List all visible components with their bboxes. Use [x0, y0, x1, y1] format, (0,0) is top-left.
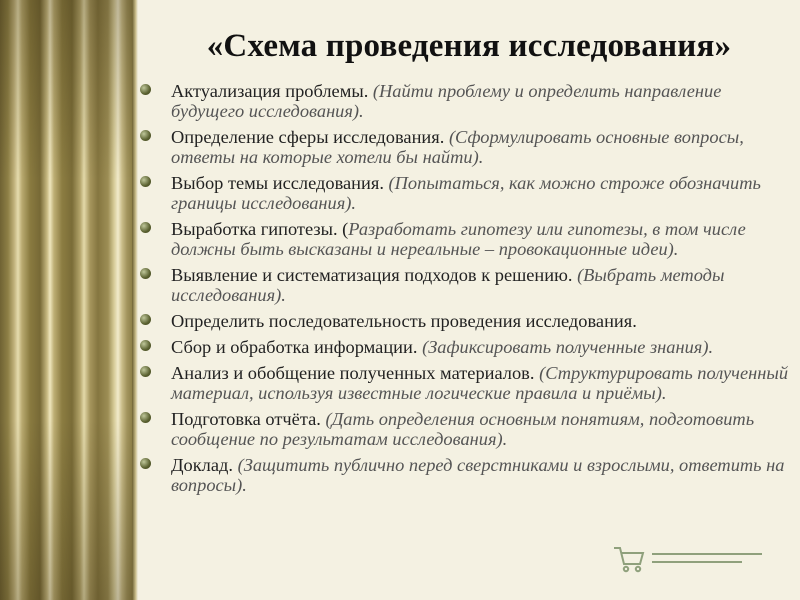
step-text: Определение сферы исследования.	[171, 127, 445, 147]
bullet-icon	[140, 176, 151, 187]
bullet-icon	[140, 268, 151, 279]
bullet-icon	[140, 222, 151, 233]
step-note: (Зафиксировать полученные знания).	[422, 337, 714, 357]
step-note: Разработать гипотезу или гипотезы, в том числе должны быть высказаны и нереальные – провокационные идеи).	[171, 219, 746, 259]
list-item	[138, 311, 788, 331]
bullet-icon	[140, 412, 151, 423]
cart-icon	[614, 548, 643, 571]
watermark	[612, 544, 772, 574]
list-item	[138, 81, 788, 121]
bullet-icon	[140, 458, 151, 469]
bullet-icon	[140, 366, 151, 377]
list-item	[138, 455, 788, 495]
step-text: Анализ и обобщение полученных материалов.	[171, 363, 535, 383]
watermark-lines	[652, 554, 762, 562]
step-text: Актуализация проблемы.	[171, 81, 369, 101]
step-text: Определить последовательность проведения исследования.	[171, 311, 637, 331]
step-text: Выработка гипотезы. (	[171, 219, 349, 239]
list-item	[138, 409, 788, 449]
list-item	[138, 219, 788, 259]
list-item	[138, 173, 788, 213]
bullet-icon	[140, 314, 151, 325]
list-item	[138, 127, 788, 167]
step-note: (Дать определения основным понятиям, подготовить сообщение по результатам исследования).	[171, 409, 755, 449]
step-note: (Защитить публично перед сверстниками и взрослыми, ответить на вопросы).	[171, 455, 785, 495]
list-item	[138, 337, 788, 357]
step-text: Выбор темы исследования.	[171, 173, 384, 193]
step-text: Доклад.	[171, 455, 233, 475]
step-note: (Найти проблему и определить направление будущего исследования).	[171, 81, 722, 121]
step-list	[138, 81, 788, 501]
step-note: (Попытаться, как можно строже обозначить границы исследования).	[171, 173, 761, 213]
bullet-icon	[140, 84, 151, 95]
list-item	[138, 363, 788, 403]
step-text: Сбор и обработка информации.	[171, 337, 418, 357]
slide-title: «Схема проведения исследования»	[206, 28, 732, 64]
step-note: (Структурировать полученный материал, используя известные логические правила и приёмы).	[171, 363, 789, 403]
list-item	[138, 265, 788, 305]
bullet-icon	[140, 130, 151, 141]
step-text: Подготовка отчёта.	[171, 409, 321, 429]
slide-content	[138, 0, 800, 600]
step-note: (Выбрать методы исследования).	[171, 265, 725, 305]
step-note: (Сформулировать основные вопросы, ответы на которые хотели бы найти).	[171, 127, 744, 167]
step-text: Выявление и систематизация подходов к решению.	[171, 265, 573, 285]
decorative-gold-band	[0, 0, 132, 600]
bullet-icon	[140, 340, 151, 351]
